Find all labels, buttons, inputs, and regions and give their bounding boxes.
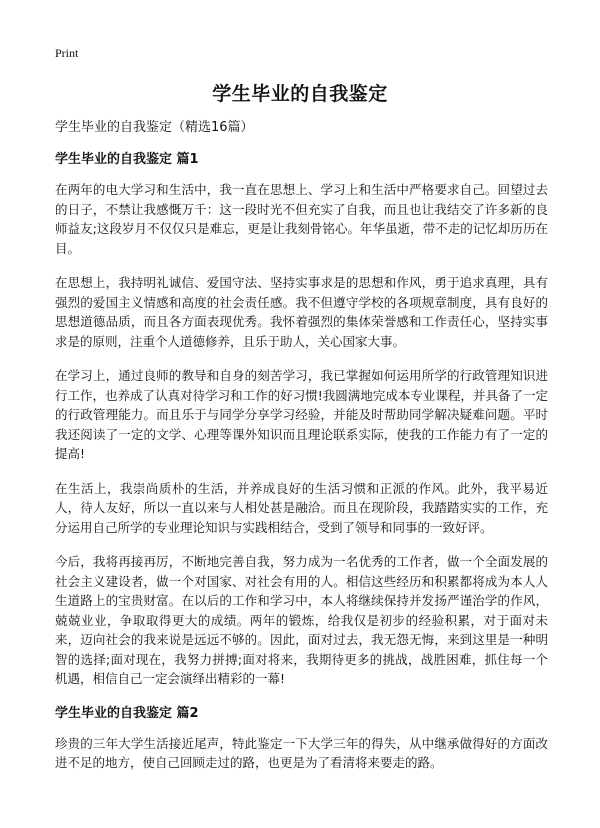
section-2 — [55, 704, 548, 773]
paragraph: 在生活上，我崇尚质朴的生活，并养成良好的生活习惯和正派的作风。此外，我平易近人，待人友好，所以一直以来与人相处甚是融洽。而且在现阶段，我踏踏实实的工作，充分运用自己所学的专业理论知识与实践相结合，受到了领导和同事的一致好评。 — [55, 480, 548, 535]
document-body — [55, 118, 548, 788]
paragraph: 珍贵的三年大学生活接近尾声，特此鉴定一下大学三年的得失，从中继承做得好的方面改进不足的地方，使自己回顾走过的路，也更是为了看清将来要走的路。 — [55, 735, 548, 770]
print-link[interactable]: Print — [55, 46, 79, 60]
section-heading: 学生毕业的自我鉴定 篇1 — [55, 152, 199, 167]
paragraph: 在学习上，通过良师的教导和自身的刻苦学习，我已掌握如何运用所学的行政管理知识进行工作，也养成了认真对待学习和工作的好习惯!我圆满地完成本专业课程，并具备了一定的行政管理能力。而且乐于与同学分享学习经验，并能及时帮助同学解决疑难问题。平时我还阅读了一定的文学、心理等课外知识而且理论联系实际，使我的工作能力有了一定的提高! — [55, 368, 548, 461]
document-subtitle: 学生毕业的自我鉴定（精选16篇） — [55, 120, 254, 135]
section-1 — [55, 150, 548, 689]
paragraph: 今后，我将再接再厉，不断地完善自我，努力成为一名优秀的工作者，做一个全面发展的社会主义建设者，做一个对国家、对社会有用的人。相信这些经历和积累都将成为本人人生道路上的宝贵财富。在以后的工作和学习中，本人将继续保持并发扬严谨治学的作风，兢兢业业，争取取得更大的成绩。两年的锻炼，给我仅是初步的经验积累，对于面对未来，迈向社会的我来说是远远不够的。因此，面对过去，我无怨无悔，来到这里是一种明智的选择;面对现在，我努力拼搏;面对将来，我期待更多的挑战，战胜困难，抓住每一个机遇，相信自己一定会演绎出精彩的一幕! — [55, 554, 548, 686]
page-title: 学生毕业的自我鉴定 — [212, 83, 388, 105]
paragraph: 在思想上，我持明礼诚信、爱国守法、坚持实事求是的思想和作风，勇于追求真理，具有强烈的爱国主义情感和高度的社会责任感。我不但遵守学校的各项规章制度，具有良好的思想道德品质，而且各方面表现优秀。我怀着强烈的集体荣誉感和工作责任心，坚持实事求是的原则，注重个人道德修养，且乐于助人，关心国家大事。 — [55, 275, 548, 349]
paragraph: 在两年的电大学习和生活中，我一直在思想上、学习上和生活中严格要求自己。回望过去的日子，不禁让我感慨万千：这一段时光不但充实了自我，而且也让我结交了许多新的良师益友;这段岁月不仅仅只是难忘，更是让我刻骨铭心。年华虽逝，带不走的记忆却历历在目。 — [55, 182, 548, 256]
section-heading: 学生毕业的自我鉴定 篇2 — [55, 705, 199, 721]
